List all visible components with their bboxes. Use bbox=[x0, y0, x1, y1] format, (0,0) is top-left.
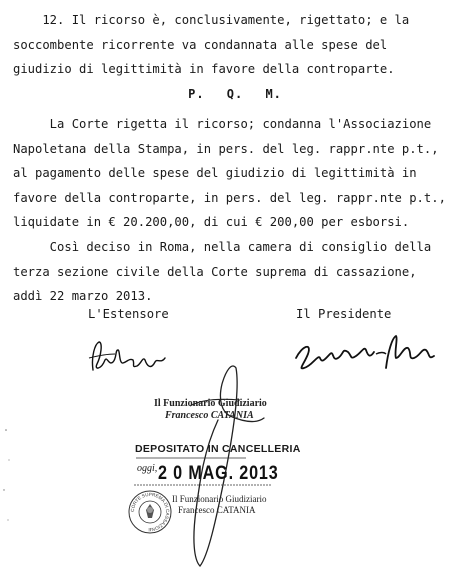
text-line: giudizio di legittimità in favore della controparte. bbox=[13, 62, 395, 77]
text-line: al pagamento delle spese del giudizio di legittimità in bbox=[13, 166, 417, 181]
date-underline bbox=[134, 484, 274, 486]
paragraph-ruling bbox=[13, 112, 446, 235]
deposit-date: 2 0 MAG. 2013 bbox=[158, 463, 279, 484]
depositato-stamp: DEPOSITATO IN CANCELLERIA bbox=[135, 443, 301, 455]
presidente-signature bbox=[292, 328, 442, 376]
text-line: favore della controparte, in pers. del leg. rappr.nte p.t., bbox=[13, 190, 446, 205]
estensore-label: L'Estensore bbox=[88, 307, 169, 321]
funzionario-label: Il Funzionario Giudiziario bbox=[154, 398, 267, 409]
pqm-heading: P. Q. M. bbox=[188, 87, 282, 101]
court-seal-icon bbox=[128, 490, 172, 534]
paragraph-decision bbox=[13, 235, 431, 309]
stamp-divider bbox=[136, 457, 256, 459]
paragraph-12 bbox=[13, 8, 409, 82]
text-line: terza sezione civile della Corte suprema di cassazione, bbox=[13, 264, 417, 279]
text-line: addì 22 marzo 2013. bbox=[13, 289, 153, 304]
funzionario-label-2: Il Funzionario Giudiziario bbox=[172, 494, 267, 504]
text-line: liquidate in € 20.200,00, di cui € 200,00 per esborsi. bbox=[13, 215, 410, 230]
funzionario-name-2: Francesco CATANIA bbox=[178, 505, 256, 515]
text-line: soccombente ricorrente va condannata alle spese del bbox=[13, 37, 388, 52]
text-line: 12. Il ricorso è, conclusivamente, rigettato; e la bbox=[13, 13, 410, 27]
scan-specks bbox=[0, 420, 20, 570]
funzionario-name: Francesco CATANIA bbox=[165, 410, 254, 421]
seal-text: CORTE SUPREMA DI CASSAZIONE bbox=[129, 491, 171, 533]
text-line: La Corte rigetta il ricorso; condanna l'Associazione bbox=[13, 117, 432, 131]
text-line: Così deciso in Roma, nella camera di consiglio della bbox=[13, 240, 432, 254]
oggi-label: oggi, bbox=[137, 463, 158, 474]
text-line: Napoletana della Stampa, in pers. del leg. rappr.nte p.t., bbox=[13, 141, 439, 156]
presidente-label: Il Presidente bbox=[296, 307, 392, 321]
